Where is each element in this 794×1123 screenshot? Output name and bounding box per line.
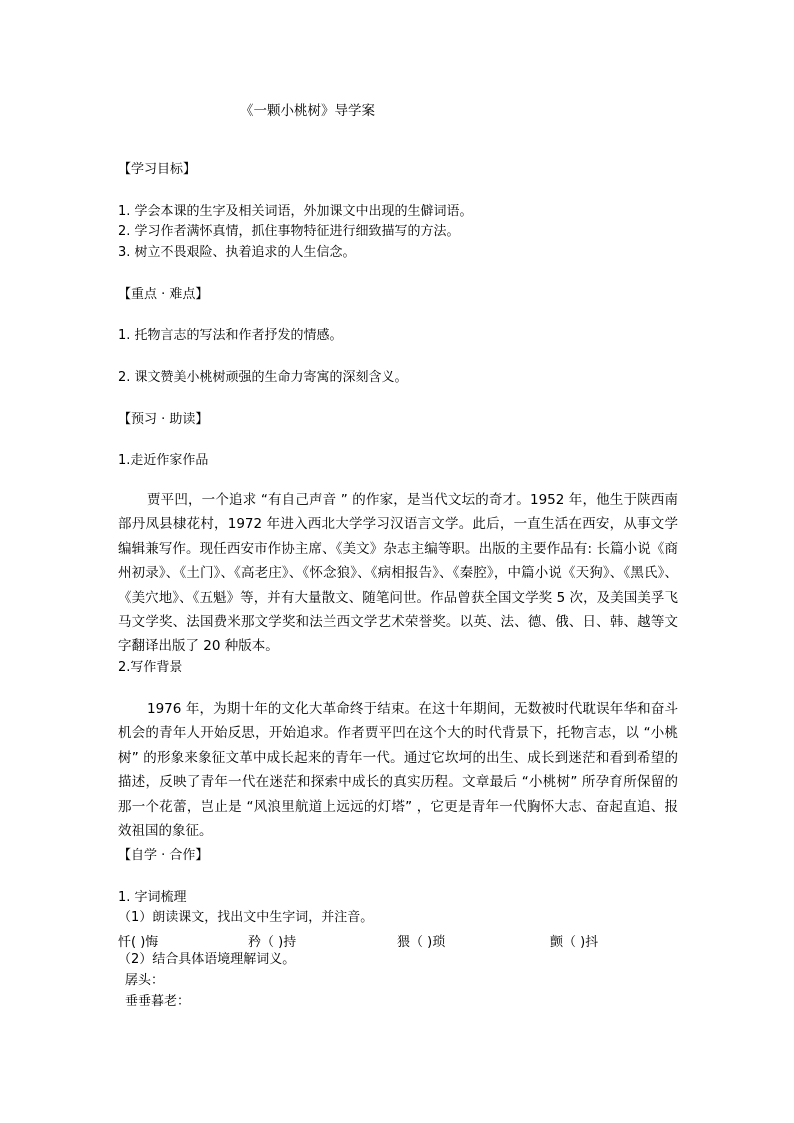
pinyin-item: 忏( )悔 xyxy=(118,935,159,950)
goal-item-1: 1. 学会本课的生字及相关词语，外加课文中出现的生僻词语。 xyxy=(118,204,473,219)
pinyin-item: 颤（ )抖 xyxy=(550,935,599,950)
term-1: 孱头： xyxy=(125,973,165,988)
background-paragraph: 1976 年，为期十年的文化大革命终于结束。在这十年期间，无数被时代耽误年华和奋斗机会的青年人开始反思，开始追求。作者贾平凹在这个大的时代背景下，托物言志，以 “小桃树” 的形象来象征文革中成长起来的青年一代。通过它坎坷的出生、成长到迷茫和看到希望的描述，反映了青年一代在迷茫和探索中成长的真实历程。文章最后 “小桃树” 所孕育所保留的那一个花蕾，岂止是 “风浪里航道上远远的灯塔” ，它更是青年一代胸怀大志、奋起直追、报效祖国的象征。 xyxy=(118,701,678,840)
self-study-heading: 【自学 · 合作】 xyxy=(118,848,209,863)
vocab-subheading: 1. 字词梳理 xyxy=(118,890,187,905)
goal-item-2: 2. 学习作者满怀真情，抓住事物特征进行细致描写的方法。 xyxy=(118,224,460,239)
key-points-heading: 【重点 · 难点】 xyxy=(118,287,209,302)
author-section-title: 1.走近作家作品 xyxy=(118,453,209,468)
vocab-question-2: （2）结合具体语境理解词义。 xyxy=(118,952,296,967)
goal-item-3: 3. 树立不畏艰险、执着追求的人生信念。 xyxy=(118,245,356,260)
page-title: 《一颗小桃树》导学案 xyxy=(240,103,375,119)
preview-heading: 【预习 · 助读】 xyxy=(118,412,209,427)
key-point-item-2: 2. 课文赞美小桃树顽强的生命力寄寓的深刻含义。 xyxy=(118,370,408,385)
pinyin-item: 猥（ )琐 xyxy=(397,935,446,950)
key-point-item-1: 1. 托物言志的写法和作者抒发的情感。 xyxy=(118,328,343,343)
pinyin-row xyxy=(118,931,678,949)
pinyin-item: 矜（ )持 xyxy=(248,935,297,950)
author-paragraph: 贾平凹，一个追求 “有自己声音 ” 的作家，是当代文坛的奇才。1952 年，他生于陕西南部丹凤县棣花村，1972 年进入西北大学学习汉语言文学。此后，一直生活在西安，从事文学编辑兼写作。现任西安市作协主席、《美文》杂志主编等职。出版的主要作品有: 长篇小说《商州初录》、《土门》、《高老庄》、《怀念狼》、《病相报告》、《秦腔》，中篇小说《天狗》、《黑氏》、《美穴地》、《五魁》等，并有大量散文、随笔问世。作品曾获全国文学奖 5 次，及美国美孚飞马文学奖、法国费米那文学奖和法兰西文学艺术荣誉奖。以英、法、德、俄、日、韩、越等文字翻译出版了 20 种版本。 xyxy=(118,492,678,655)
vocab-question-1: （1）朗读课文，找出文中生字词，并注音。 xyxy=(118,910,374,925)
background-section-title: 2.写作背景 xyxy=(118,660,183,675)
goals-heading: 【学习目标】 xyxy=(118,162,197,177)
term-2: 垂垂暮老： xyxy=(125,994,191,1009)
